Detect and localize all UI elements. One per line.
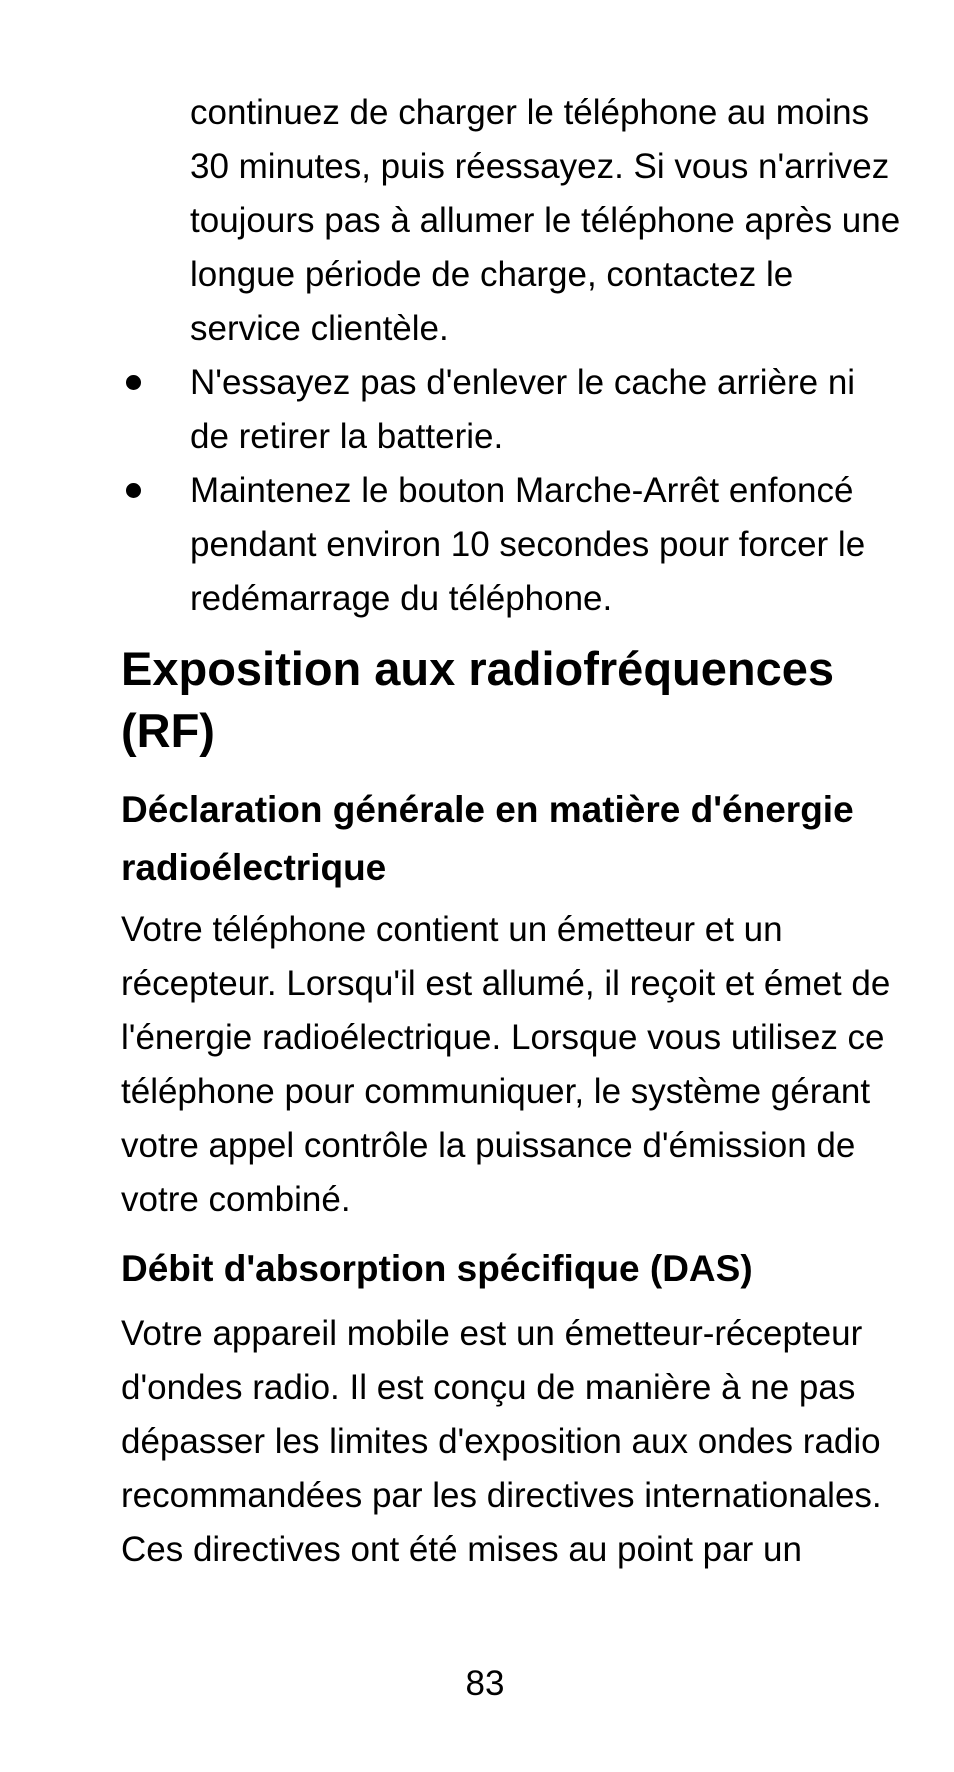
- bullet-icon: [126, 375, 141, 390]
- section-title: Exposition aux radiofréquences (RF): [121, 642, 835, 757]
- subsection-body-sar: Votre appareil mobile est un émetteur-récepteur d'ondes radio. Il est conçu de manière à ne pas dépasser les limites d'exposition aux ondes radio recommandées par les directives internationales. Ces directives ont été mises au point par un: [121, 1314, 882, 1569]
- bullet-item: [0, 356, 890, 464]
- bullet-list: [0, 356, 954, 626]
- subsection-heading-sar: Débit d'absorption spécifique (DAS): [121, 1248, 753, 1289]
- bullet-icon: [126, 483, 141, 498]
- continuation-paragraph: continuez de charger le téléphone au moins 30 minutes, puis réessayez. Si vous n'arrivez toujours pas à allumer le téléphone après une longue période de charge, contactez le service clientèle.: [190, 93, 901, 348]
- bullet-item: [0, 464, 890, 626]
- page-number: 83: [465, 1664, 505, 1703]
- bullet-text: N'essayez pas d'enlever le cache arrière ni de retirer la batterie.: [190, 363, 856, 456]
- bullet-text: Maintenez le bouton Marche-Arrêt enfoncé pendant environ 10 secondes pour forcer le redémarrage du téléphone.: [190, 471, 866, 618]
- subsection-heading-rf-energy: Déclaration générale en matière d'énergie radioélectrique: [121, 789, 854, 888]
- subsection-body-rf-energy: Votre téléphone contient un émetteur et un récepteur. Lorsqu'il est allumé, il reçoit et émet de l'énergie radioélectrique. Lorsque vous utilisez ce téléphone pour communiquer, le système gérant votre appel contrôle la puissance d'émission de votre combiné.: [121, 910, 891, 1219]
